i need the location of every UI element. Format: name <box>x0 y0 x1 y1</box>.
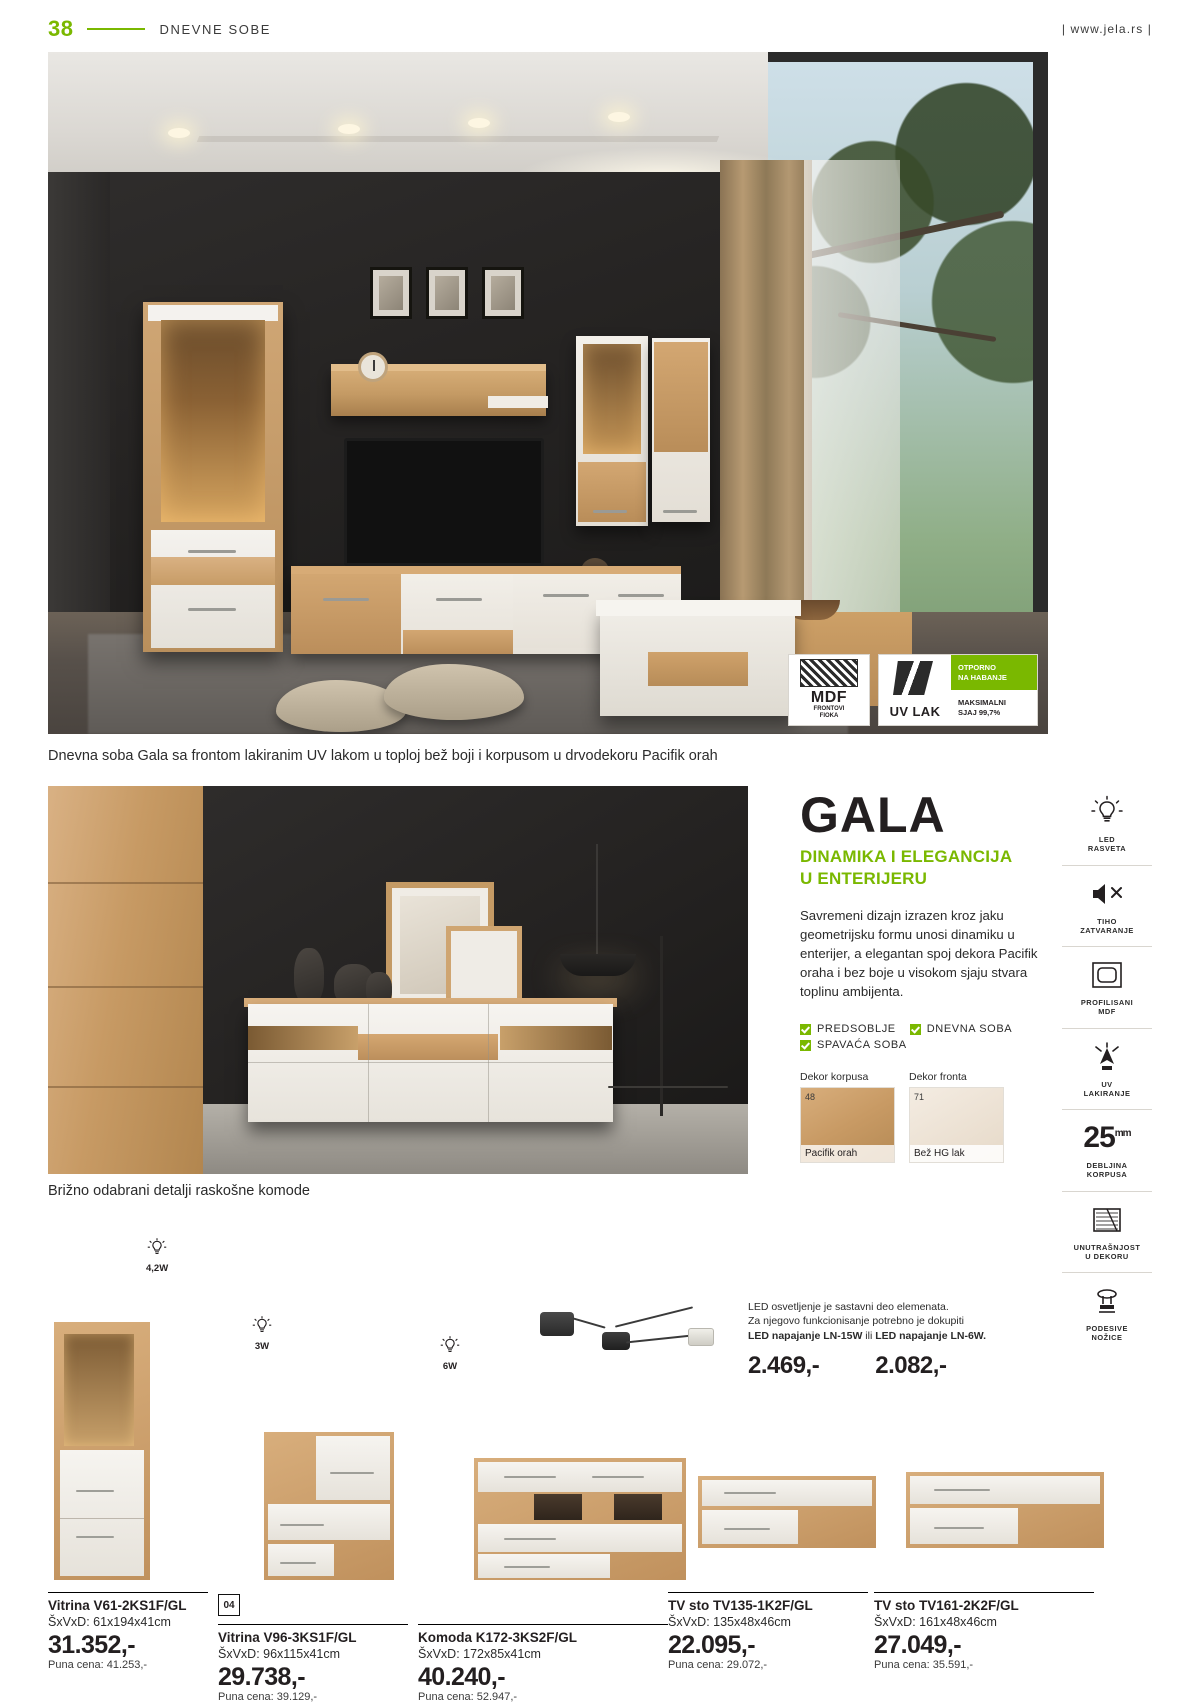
mdf-hatch-icon <box>800 659 858 687</box>
led-note-line2: Za njegovo funkcionisanje potrebno je dokupiti <box>748 1315 964 1328</box>
swatch-code: 48 <box>805 1092 816 1103</box>
uv-badge-title: UV LAK <box>889 704 941 719</box>
feature-icon-rail <box>1062 790 1152 1354</box>
website-url: | www.jela.rs | <box>1061 22 1152 36</box>
feature-label: DEBLJINA KORPUSA <box>1086 1161 1128 1180</box>
led-bulb-icon <box>252 1316 272 1339</box>
cabinet-white-front <box>151 530 275 648</box>
program-description: Savremeni dizajn izrazen kroz jaku geometrijsku formu unosi dinamiku u enterijer, a elegantan spoj dekora Pacifik oraha i bez boje u visokom sjaju stvara toplinu ambijenta. <box>800 907 1038 1000</box>
product-name: Vitrina V61-2KS1F/GL <box>48 1598 187 1613</box>
product-old-price: Puna cena: 39.129,- <box>218 1691 318 1703</box>
table-clock <box>358 352 388 382</box>
wall-picture-frame <box>482 267 524 319</box>
product-price: 27.049,- <box>874 1631 961 1659</box>
feature-profilisani-mdf <box>1062 947 1152 1029</box>
product-name: TV sto TV135-1K2F/GL <box>668 1598 813 1613</box>
feature-debljina-korpusa <box>1062 1110 1152 1192</box>
uv-green-line2: NA HABANJE <box>958 672 1007 682</box>
mdf-badge-line1: FRONTOVI <box>813 706 845 713</box>
uv-green-line1: OTPORNO <box>958 663 996 673</box>
inner-decor-icon <box>1091 1202 1123 1238</box>
window-frame <box>748 52 1048 62</box>
wardrobe-seam <box>48 1086 203 1088</box>
thickness-25mm-icon <box>1083 1120 1130 1156</box>
uv-badge-right <box>951 655 1037 725</box>
decor-swatches <box>800 1071 1040 1163</box>
lowboard-oak-drawer <box>403 630 513 654</box>
product-divider <box>48 1592 208 1593</box>
feature-tiho-zatvaranje <box>1062 866 1152 948</box>
check-icon <box>910 1024 921 1035</box>
wall-cabinet-oak-front <box>578 462 646 522</box>
wattage-indicator <box>146 1238 168 1274</box>
detail-wardrobe <box>48 786 203 1174</box>
header-rule <box>87 28 145 30</box>
ceiling-spotlight <box>608 112 630 122</box>
soft-close-icon <box>1089 876 1125 912</box>
tagline-line-2: U ENTERIJERU <box>800 868 928 888</box>
product-divider <box>668 1592 868 1593</box>
lowboard-top-panel <box>291 566 681 574</box>
lowboard-handle <box>543 594 589 597</box>
led-price-6w: 2.082,- <box>875 1352 947 1379</box>
feature-label: PODESIVE NOŽICE <box>1086 1324 1128 1343</box>
product-price: 31.352,- <box>48 1631 135 1659</box>
product-price: 40.240,- <box>418 1663 505 1691</box>
led-note-mid: ili <box>862 1329 876 1342</box>
lowboard-handle <box>618 594 664 597</box>
cabinet-handle <box>188 550 236 553</box>
thickness-unit: mm <box>1114 1128 1131 1139</box>
decor-body <box>800 1071 895 1163</box>
feature-uv-lakiranje <box>1062 1029 1152 1111</box>
product-image <box>54 1322 150 1580</box>
room-tag-predsoblje <box>800 1023 896 1035</box>
product-divider <box>218 1624 408 1625</box>
swatch-code: 71 <box>914 1092 925 1103</box>
sideboard-oak-drawer <box>358 1034 498 1060</box>
swatch-pacifik-orah <box>800 1087 895 1163</box>
feature-badges <box>788 654 1038 726</box>
wall-cabinet-glass <box>583 344 641 454</box>
paint-brush-icon <box>893 661 933 695</box>
wattage-indicator <box>252 1316 272 1352</box>
product-dimensions: ŠxVxD: 135x48x46cm <box>668 1615 791 1629</box>
hero-scene <box>48 52 1048 734</box>
ceiling-spotlight <box>468 118 490 128</box>
room-tag-spavaca-soba <box>800 1039 907 1051</box>
cabinet-glass-door <box>161 320 265 522</box>
product-image <box>264 1432 394 1580</box>
product-price: 29.738,- <box>218 1663 305 1691</box>
power-cable <box>608 1086 728 1088</box>
product-card[interactable] <box>48 1263 208 1676</box>
thickness-value: $25^{mm}$ <box>1083 1121 1131 1154</box>
wall-picture-frame <box>426 267 468 319</box>
wall-cabinet-right-oak <box>654 342 708 452</box>
sideboard-seam <box>488 1004 489 1122</box>
wall-cabinet-handle <box>663 510 697 513</box>
pendant-lamp <box>560 954 636 976</box>
feature-label: TIHO ZATVARANJE <box>1080 916 1134 935</box>
product-old-price: Puna cena: 41.253,- <box>48 1659 148 1672</box>
product-divider <box>874 1592 1094 1593</box>
detail-caption: Brižno odabrani detalji raskošne komode <box>48 1183 310 1199</box>
product-divider <box>418 1624 668 1625</box>
sheer-curtain <box>804 160 900 670</box>
coffee-table-top <box>596 600 801 616</box>
page-number: 38 <box>48 16 74 41</box>
uv-white-line2: SJAJ 99,7% <box>958 707 1001 717</box>
hero-room-photo <box>48 52 1048 734</box>
sideboard-led-glow-left <box>248 1026 358 1050</box>
cabinet-top-panel <box>148 305 278 321</box>
product-card[interactable] <box>218 1276 408 1703</box>
wardrobe-seam <box>48 882 203 884</box>
led-note-bold2: LED napajanje LN-6W. <box>875 1329 987 1342</box>
sideboard-led-glow-right <box>500 1026 612 1050</box>
product-card[interactable] <box>874 1276 1094 1676</box>
shelf-white-object <box>488 396 548 408</box>
mdf-badge-title: MDF <box>810 689 848 707</box>
page-header <box>48 12 1152 46</box>
wattage-value: 4,2W <box>146 1263 169 1274</box>
product-old-price: Puna cena: 29.072,- <box>668 1659 768 1672</box>
mdf-badge <box>788 654 870 726</box>
product-name: Komoda K172-3KS2F/GL <box>418 1630 578 1645</box>
curtain <box>720 160 812 660</box>
product-price: 22.095,- <box>668 1631 755 1659</box>
wall-picture-frame <box>370 267 412 319</box>
product-image <box>698 1476 876 1548</box>
product-dimensions: ŠxVxD: 161x48x46cm <box>874 1615 997 1629</box>
program-tagline <box>800 846 1040 890</box>
lowboard-handle <box>436 598 482 601</box>
sideboard-detail-photo <box>48 786 748 1174</box>
feature-label: UV LAKIRANJE <box>1083 1079 1131 1098</box>
swatch-name: Bež HG lak <box>910 1145 1003 1162</box>
wattage-value: 3W <box>254 1341 270 1352</box>
floor-lamp-stand <box>660 936 663 1116</box>
led-note-line1: LED osvetljenje je sastavni deo elemenata. <box>748 1301 949 1313</box>
wardrobe-seam <box>48 986 203 988</box>
sideboard-body <box>248 1004 613 1122</box>
sideboard-seam <box>368 1004 369 1122</box>
hero-caption: Dnevna soba Gala sa frontom lakiranim UV lakom u toploj bež boji i korpusom u drvodekoru Pacifik orah <box>48 748 718 764</box>
uv-white-line1: MAKSIMALNI <box>958 698 1006 708</box>
feature-unutrasnjost-u-dekoru <box>1062 1192 1152 1274</box>
room-tag-dnevna-soba <box>910 1023 1012 1035</box>
product-name: Vitrina V96-3KS1F/GL <box>218 1630 357 1645</box>
uv-badge-green <box>951 655 1037 690</box>
feature-led-rasveta <box>1062 790 1152 866</box>
room-tag-label: DNEVNA SOBA <box>926 1023 1013 1036</box>
mdf-badge-line2: FIOKA <box>819 713 839 720</box>
uv-badge-left <box>879 655 951 725</box>
product-image <box>906 1472 1104 1548</box>
program-info <box>800 787 1040 1163</box>
product-card[interactable] <box>418 1276 668 1703</box>
product-old-price: Puna cena: 52.947,- <box>418 1691 518 1703</box>
profiled-mdf-icon <box>1091 957 1123 993</box>
product-name: TV sto TV161-2K2F/GL <box>874 1598 1019 1613</box>
television <box>344 438 544 566</box>
uv-lacquer-icon <box>1090 1039 1124 1075</box>
product-dimensions: ŠxVxD: 172x85x41cm <box>418 1647 541 1661</box>
product-card[interactable] <box>668 1276 868 1676</box>
cabinet-oak-drawer <box>151 557 275 585</box>
decor-body-title: Dekor korpusa <box>800 1071 869 1084</box>
position-badge: 04 <box>218 1594 240 1616</box>
cabinet-handle <box>188 608 236 611</box>
room-tags <box>800 1023 1040 1051</box>
tagline-line-1: DINAMIKA I ELEGANCIJA <box>800 847 1013 866</box>
led-bulb-icon <box>440 1336 460 1359</box>
wall-cabinet-handle <box>593 510 627 513</box>
product-dimensions: ŠxVxD: 96x115x41cm <box>218 1647 341 1661</box>
check-icon <box>800 1040 811 1051</box>
ceiling-rail <box>197 136 719 142</box>
led-price-15w: 2.469,- <box>748 1352 820 1379</box>
lowboard-handle <box>323 598 369 601</box>
room-tag-label: PREDSOBLJE <box>817 1023 896 1036</box>
decor-front-title: Dekor fronta <box>909 1071 967 1084</box>
swatch-bez-hg-lak <box>909 1087 1004 1163</box>
swatch-name: Pacifik orah <box>801 1145 894 1162</box>
uv-lak-badge <box>878 654 1038 726</box>
ceiling-spotlight <box>338 124 360 134</box>
decor-front <box>909 1071 1004 1163</box>
pendant-rod <box>596 844 598 956</box>
feature-label: PROFILISANI MDF <box>1080 998 1134 1017</box>
wattage-indicator <box>440 1336 460 1372</box>
ceiling-spotlight <box>168 128 190 138</box>
lowboard-oak-front <box>291 572 401 654</box>
led-bulb-icon <box>147 1238 167 1261</box>
product-dimensions: ŠxVxD: 61x194x41cm <box>48 1615 171 1629</box>
led-bulb-icon <box>1090 794 1124 830</box>
feature-label: LED RASVETA <box>1087 835 1127 854</box>
side-wall <box>48 172 110 642</box>
product-row <box>48 1263 1152 1703</box>
section-title: DNEVNE SOBE <box>159 21 271 37</box>
coffee-table-drawer <box>648 652 748 686</box>
room-tag-label: SPAVAĆA SOBA <box>817 1039 907 1052</box>
check-icon <box>800 1024 811 1035</box>
product-image <box>474 1458 686 1580</box>
program-brand: GALA <box>800 787 946 843</box>
uv-badge-white <box>951 690 1037 725</box>
feature-label: UNUTRAŠNJOST U DEKORU <box>1073 1242 1141 1261</box>
decor-vase-tall <box>294 948 324 1004</box>
wattage-value: 6W <box>442 1361 458 1372</box>
led-note-bold1: LED napajanje LN-15W <box>748 1329 863 1342</box>
product-old-price: Puna cena: 35.591,- <box>874 1659 974 1672</box>
sideboard-seam <box>248 1062 613 1063</box>
